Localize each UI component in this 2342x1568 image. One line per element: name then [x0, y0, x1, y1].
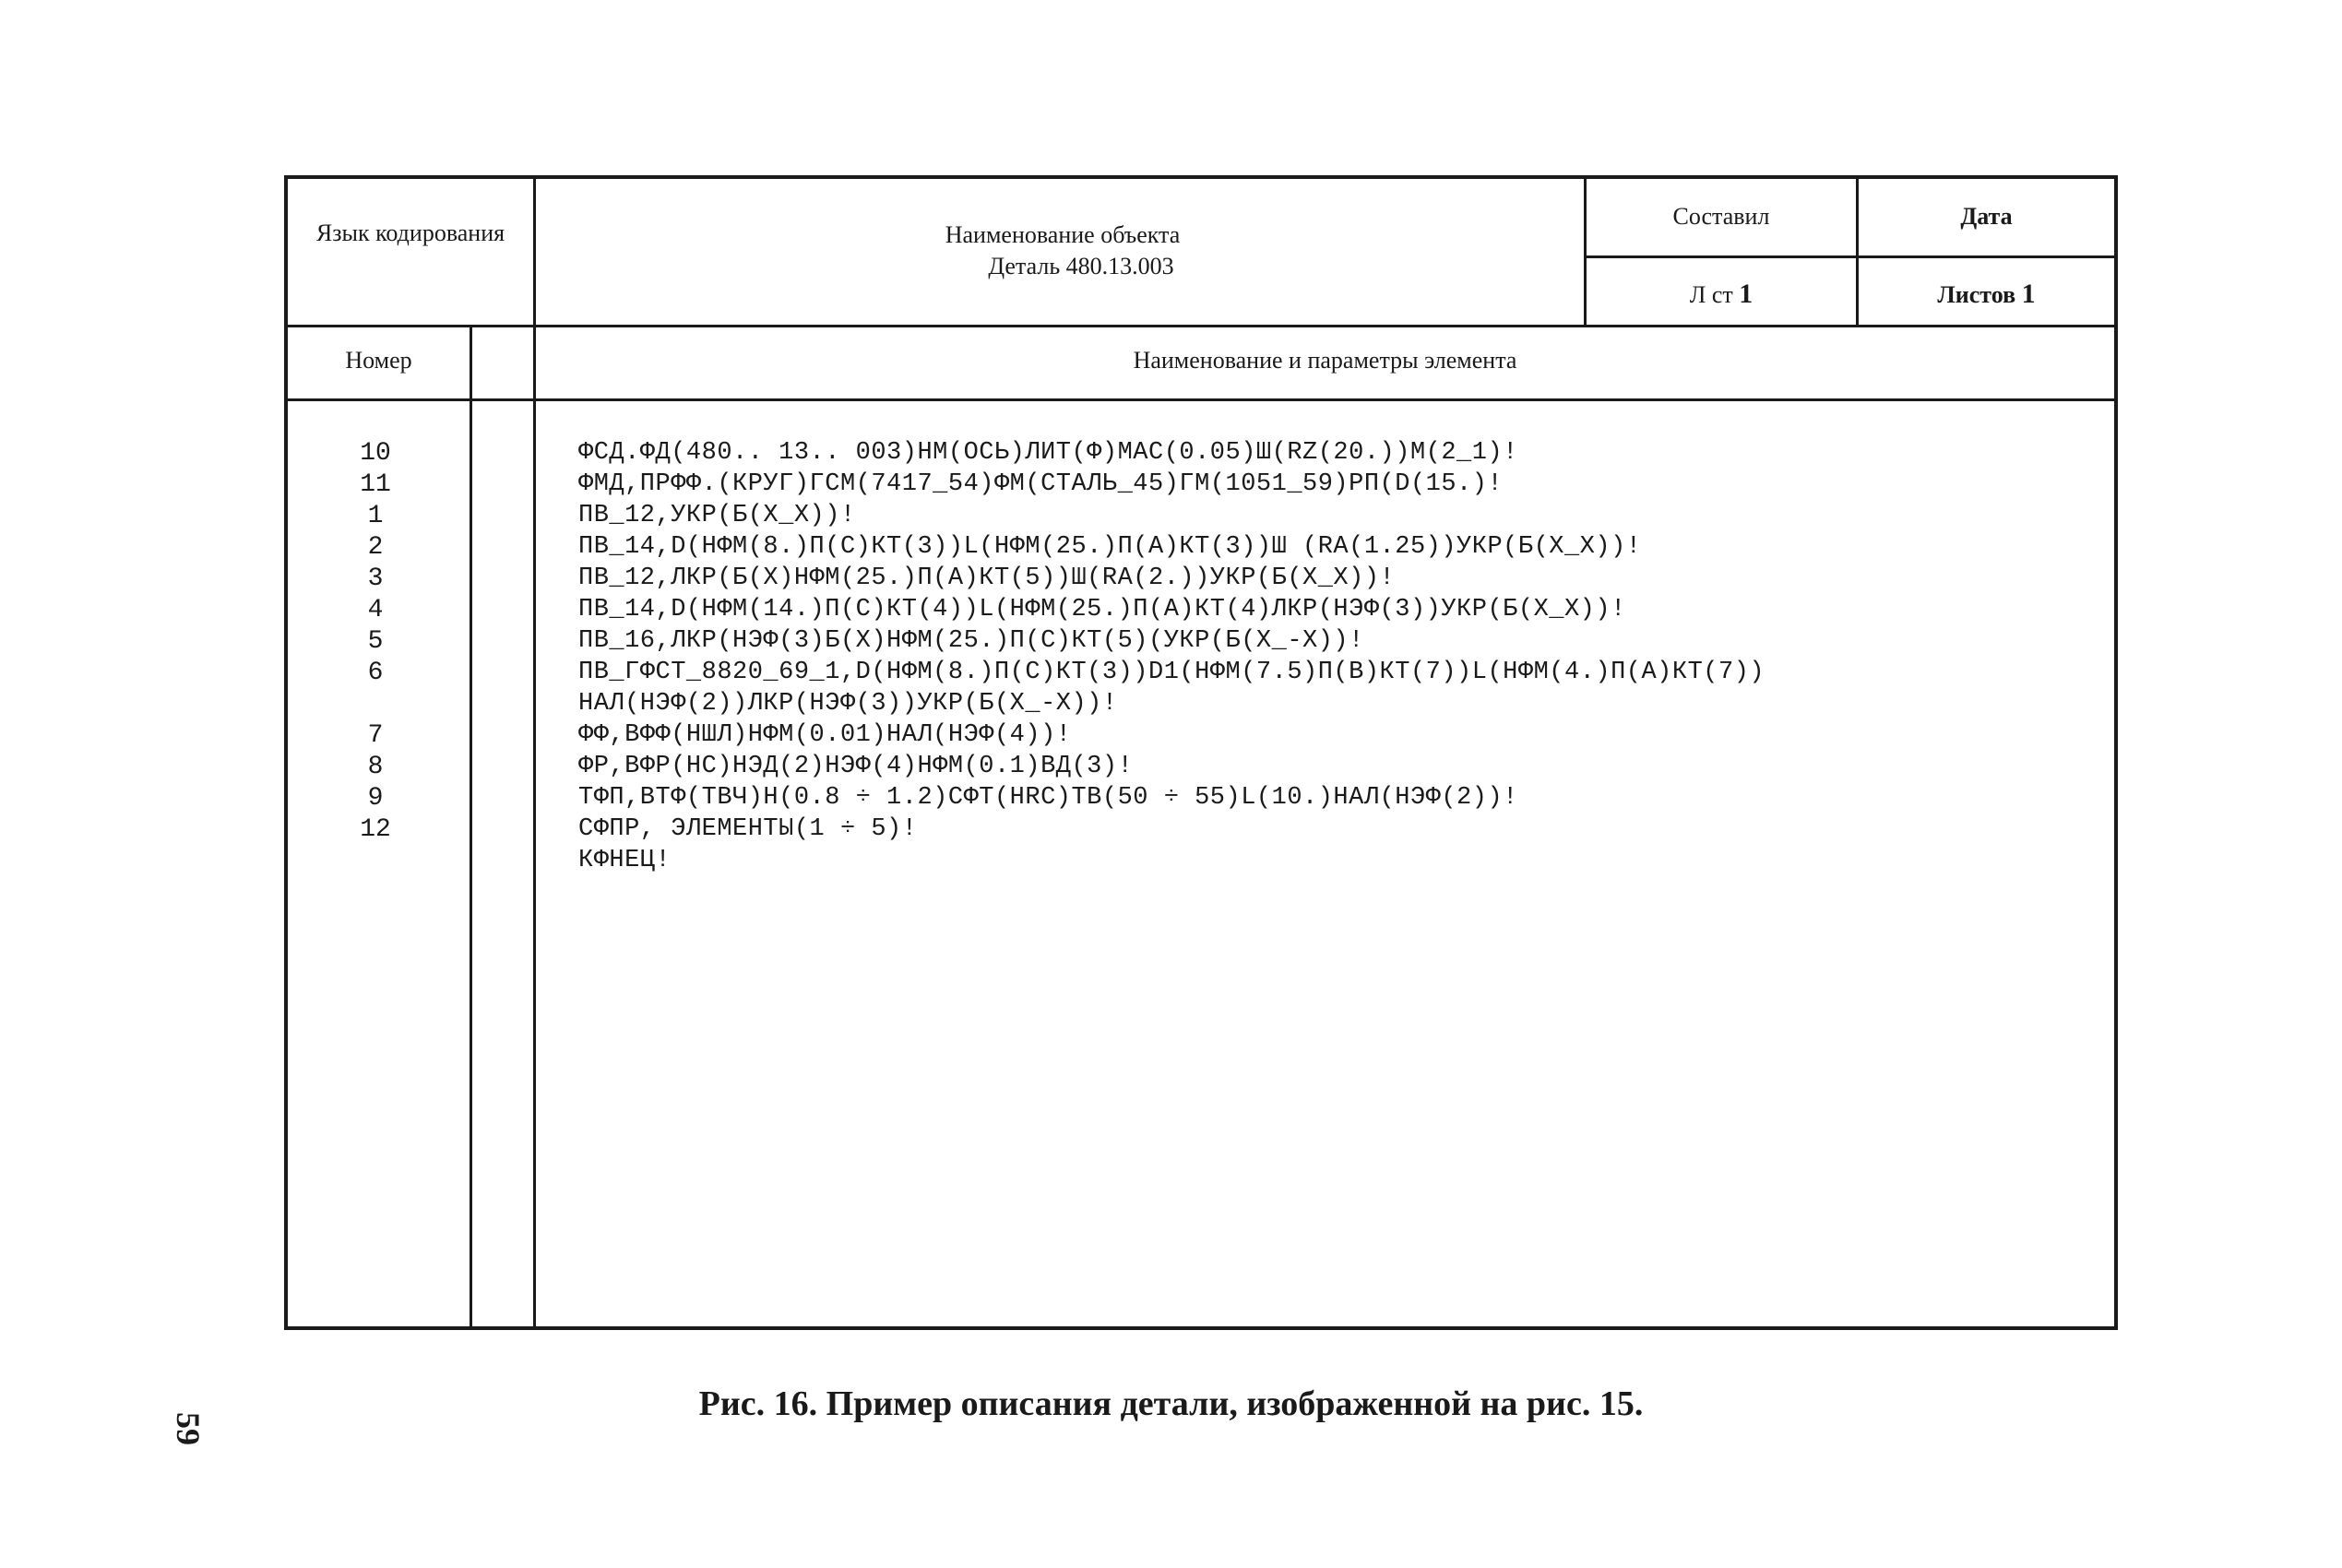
sheet-value: 1: [1739, 279, 1754, 309]
row-number: 2: [367, 533, 384, 562]
row-number: 6: [367, 659, 384, 687]
meta-split-line: [1584, 255, 2114, 258]
row-number: 5: [367, 627, 384, 656]
row-text: ПВ_14,D(НФМ(8.)П(С)КТ(3))L(НФМ(25.)П(А)КТ(3))Ш (RA(1.25))УКР(Б(Х_Х))!: [578, 533, 1642, 561]
row-number: 1: [367, 502, 384, 530]
row-text: ФСД.ФД(480.. 13.. 003)НМ(ОСЬ)ЛИТ(Ф)МАС(0.05)Ш(RZ(20.))М(2_1)!: [578, 439, 1518, 467]
row-text: ПВ_14,D(НФМ(14.)П(С)КТ(4))L(НФМ(25.)П(А)КТ(4)ЛКР(НЭФ(3))УКР(Б(Х_Х))!: [578, 596, 1626, 624]
sheets-label: Листов: [1937, 281, 2016, 308]
row-text: ФМД,ПРФФ.(КРУГ)ГСМ(7417_54)ФМ(СТАЛЬ_45)ГМ(1051_59)РП(D(15.)!: [578, 470, 1504, 498]
row-text: ПВ_ГФСТ_8820_69_1,D(НФМ(8.)П(С)КТ(3))D1(НФМ(7.5)П(В)КТ(7))L(НФМ(4.)П(А)КТ(7)): [578, 659, 1765, 686]
language-label: Язык кодирования: [315, 220, 505, 246]
figure-caption: Рис. 16. Пример описания детали, изображенной на рис. 15.: [698, 1384, 1644, 1423]
row-text: КФНЕЦ!: [578, 847, 672, 874]
object-label: Наименование объекта: [945, 221, 1181, 248]
row-number: 12: [360, 815, 391, 844]
page-number: 59: [170, 1412, 207, 1445]
row-text: ПВ_12,УКР(Б(Х_Х))!: [578, 502, 856, 529]
compiled-label: Составил: [1672, 203, 1770, 230]
row-number: 3: [367, 564, 384, 593]
row-number: 10: [360, 439, 391, 468]
row-text: СФПР, ЭЛЕМЕНТЫ(1 ÷ 5)!: [578, 815, 918, 843]
column-header-bottom-line: [288, 398, 2114, 401]
row-number: 11: [360, 470, 391, 499]
row-text: ФФ,ВФФ(НШЛ)НФМ(0.01)НАЛ(НЭФ(4))!: [578, 721, 1072, 749]
number-column-line: [470, 325, 472, 1326]
row-number: 4: [367, 596, 384, 624]
row-text: ПВ_16,ЛКР(НЭФ(3)Б(Х)НФМ(25.)П(С)КТ(5)(УКР(Б(Х_-Х))!: [578, 627, 1364, 655]
row-text: ПВ_12,ЛКР(Б(Х)НФМ(25.)П(А)КТ(5))Ш(RA(2.))УКР(Б(Х_Х))!: [578, 564, 1396, 592]
object-value: Деталь 480.13.003: [988, 253, 1174, 279]
coding-form: [284, 175, 2118, 1330]
row-number: 8: [367, 753, 384, 781]
name-params-column-header: Наименование и параметры элемента: [1133, 347, 1517, 374]
row-text: НАЛ(НЭФ(2))ЛКР(НЭФ(3))УКР(Б(Х_-Х))!: [578, 690, 1118, 718]
date-label: Дата: [1960, 203, 2013, 230]
sheets-cell: [1859, 279, 2114, 311]
sheet-label: Л ст: [1689, 281, 1733, 308]
row-number: 7: [367, 721, 384, 750]
row-text: ФР,ВФР(НС)НЭД(2)НЭФ(4)НФМ(0.1)ВД(3)!: [578, 753, 1134, 780]
header-bottom-line: [288, 325, 2114, 327]
row-text: ТФП,ВТФ(ТВЧ)Н(0.8 ÷ 1.2)СФТ(HRC)ТВ(50 ÷ 55)L(10.)НАЛ(НЭФ(2))!: [578, 784, 1518, 812]
number-column-header: Номер: [345, 347, 412, 374]
sheets-value: 1: [2021, 279, 2036, 309]
row-number: 9: [367, 784, 384, 813]
sheet-cell: [1587, 279, 1856, 311]
